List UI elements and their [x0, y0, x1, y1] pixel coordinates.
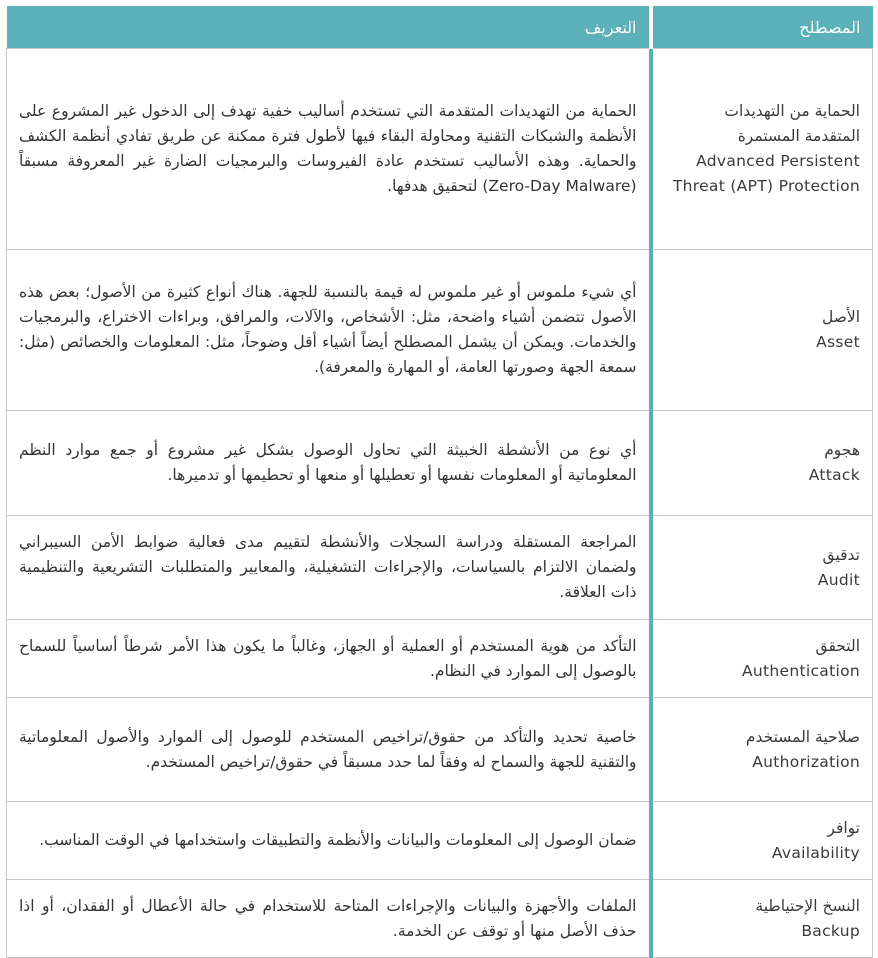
- term-arabic: الأصل: [821, 308, 860, 327]
- table-row: [7, 880, 873, 958]
- definition-cell: خاصية تحديد والتأكد من حقوق/تراخيص المستخدم للوصول إلى الموارد والأصول المعلوماتية والتقنية للجهة والسماح له وفقاً لما حدد مسبقاً في حقوق/تراخيص المستخدم.: [7, 698, 651, 802]
- table-row: [7, 250, 873, 411]
- definition-cell: أي شيء ملموس أو غير ملموس له قيمة بالنسبة للجهة. هناك أنواع كثيرة من الأصول؛ بعض هذه الأصول تتضمن أشياء واضحة، مثل: الأشخاص، والآلات، والمرافق، وبراءات الاختراع، والبرمجيات والخدمات. ويمكن أن يشمل المصطلح أيضاً أشياء أقل وضوحاً، مثل: المعلومات والخصائص (مثل: سمعة الجهة وصورتها العامة، أو المهارة والمعرفة).: [7, 250, 651, 411]
- definition-cell: التأكد من هوية المستخدم أو العملية أو الجهاز، وغالباً ما يكون هذا الأمر شرطاً أساسياً للسماح بالوصول إلى الموارد في النظام.: [7, 620, 651, 698]
- term-arabic: النسخ الإحتياطية: [755, 896, 860, 915]
- definition-cell: المراجعة المستقلة ودراسة السجلات والأنشطة لتقييم مدى فعالية ضوابط الأمن السيبراني ولضمان الالتزام بالسياسات، والإجراءات التشغيلية، والمعايير والمتطلبات التشريعية والتنظيمية ذات العلاقة.: [7, 516, 651, 620]
- term-cell: [651, 250, 873, 411]
- table-row: [7, 411, 873, 516]
- table-header: [7, 6, 873, 49]
- term-arabic: الحماية من التهديدات المتقدمة المستمرة: [724, 102, 860, 146]
- table-row: [7, 620, 873, 698]
- term-english: Asset: [816, 333, 860, 351]
- term-arabic: صلاحية المستخدم: [745, 727, 860, 746]
- term-arabic: توافر: [827, 818, 860, 837]
- term-english: Advanced Persistent Threat (APT) Protection: [672, 152, 860, 195]
- glossary-table: [6, 6, 873, 958]
- term-arabic: تدقيق: [822, 545, 860, 564]
- term-english: Audit: [817, 570, 860, 589]
- term-english: Attack: [808, 466, 860, 484]
- table-row: [7, 698, 873, 802]
- term-english: Authorization: [752, 752, 860, 771]
- table-row: [7, 49, 873, 250]
- term-cell: [651, 411, 873, 516]
- header-definition: التعريف: [7, 6, 651, 49]
- table-body: [7, 49, 873, 958]
- header-term: المصطلح: [651, 6, 873, 49]
- term-english: Authentication: [742, 661, 860, 680]
- term-cell: [651, 620, 873, 698]
- definition-cell: الحماية من التهديدات المتقدمة التي تستخدم أساليب خفية تهدف إلى الدخول غير المشروع على الأنظمة والشبكات التقنية ومحاولة البقاء فيها لأطول فترة ممكنة عن طريق تفادي أنظمة الكشف والحماية. وهذه الأساليب تستخدم عادة الفيروسات والبرمجيات الضارة غير المعروفة مسبقاً (Zero-Day Malware) لتحقيق هدفها.: [7, 49, 651, 250]
- header-row: [7, 6, 873, 49]
- term-arabic: التحقق: [815, 636, 860, 655]
- term-cell: [651, 802, 873, 880]
- term-arabic: هجوم: [824, 441, 860, 460]
- term-cell: [651, 49, 873, 250]
- term-english: Availability: [771, 843, 860, 862]
- table-row: [7, 802, 873, 880]
- definition-cell: الملفات والأجهزة والبيانات والإجراءات المتاحة للاستخدام في حالة الأعطال أو الفقدان، أو اذا حذف الأصل منها أو توقف عن الخدمة.: [7, 880, 651, 958]
- term-cell: [651, 880, 873, 958]
- definition-cell: أي نوع من الأنشطة الخبيثة التي تحاول الوصول بشكل غير مشروع أو جمع موارد النظم المعلوماتية أو المعلومات نفسها أو تعطيلها أو منعها أو تحطيمها أو تدميرها.: [7, 411, 651, 516]
- table-row: [7, 516, 873, 620]
- term-cell: [651, 698, 873, 802]
- definition-cell: ضمان الوصول إلى المعلومات والبيانات والأنظمة والتطبيقات واستخدامها في الوقت المناسب.: [7, 802, 651, 880]
- term-cell: [651, 516, 873, 620]
- term-english: Backup: [801, 921, 860, 940]
